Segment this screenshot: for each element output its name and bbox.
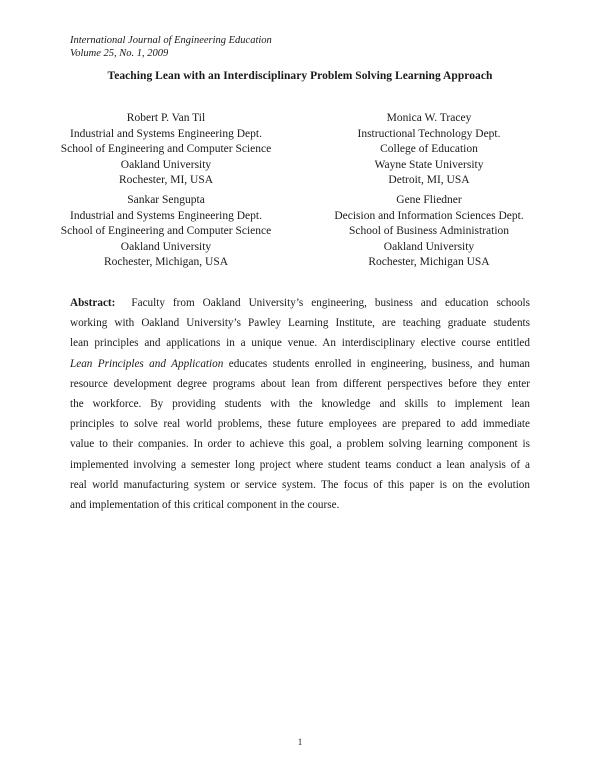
abstract-line [70,293,530,313]
author-affiliation-line: Rochester, Michigan, USA [103,256,229,269]
abstract-line [70,354,530,374]
author-affiliation-line: Oakland University [120,158,212,171]
abstract-line: lean principles and applications in a unique venue. An interdisciplinary elective course entitled [70,337,530,350]
author-affiliation-line: Industrial and Systems Engineering Dept. [70,209,262,222]
author-affiliation-line: School of Engineering and Computer Science [60,225,272,238]
abstract-line: principles to solve real world problems, these future employees are prepared to add immediate [70,418,530,431]
abstract-line: value to their companies. In order to achieve this goal, a problem solving learning component is [70,438,530,451]
paper-title: Teaching Lean with an Interdisciplinary Problem Solving Learning Approach [107,70,493,82]
author-affiliation-line: Instructional Technology Dept. [357,127,501,140]
abstract-line: real world manufacturing system or service system. The focus of this paper is on the evolution [70,478,530,491]
abstract-line: and implementation of this critical component in the course. [70,498,340,511]
author-block [36,111,296,189]
author-affiliation-line: Oakland University [120,240,212,253]
author-affiliation-line: Industrial and Systems Engineering Dept. [70,127,262,140]
author-affiliation-line: Rochester, Michigan USA [368,256,490,269]
journal-header [70,34,272,60]
author-affiliation-line: School of Engineering and Computer Science [60,143,272,156]
author-affiliation-line: School of Business Administration [348,225,510,238]
abstract-line: implemented involving a semester long project where student teams conduct a lean analysis of a [70,458,530,471]
author-affiliation-line: Detroit, MI, USA [388,174,470,187]
author-block [299,193,559,271]
author-name: Sankar Sengupta [127,194,205,206]
author-block [299,111,559,189]
journal-name: International Journal of Engineering Education [70,35,272,46]
author-affiliation-line: Wayne State University [374,158,484,171]
journal-volume: Volume 25, No. 1, 2009 [70,48,169,59]
course-title: Lean Principles and Application [70,357,224,370]
author-affiliation-line: College of Education [380,143,478,156]
abstract-text: Faculty from Oakland University’s engineering, business and education schools [131,297,531,309]
abstract-label: Abstract: [70,297,116,309]
author-block [36,193,296,271]
abstract-text: educates students enrolled in engineering, business, and human [228,357,531,370]
author-name: Gene Fliedner [396,194,462,206]
abstract-line: the workforce. By providing students with the knowledge and skills to implement lean [70,397,530,410]
page-number: 1 [297,737,303,747]
author-name: Monica W. Tracey [386,112,472,124]
author-name: Robert P. Van Til [126,112,206,124]
author-affiliation-line: Oakland University [383,240,475,253]
abstract [70,293,530,515]
author-affiliation-line: Decision and Information Sciences Dept. [334,209,524,222]
author-affiliation-line: Rochester, MI, USA [118,174,214,187]
abstract-line: working with Oakland University’s Pawley Learning Institute, are teaching graduate students [70,317,530,330]
abstract-line: resource development degree programs about lean from different perspectives before they enter [70,377,530,390]
